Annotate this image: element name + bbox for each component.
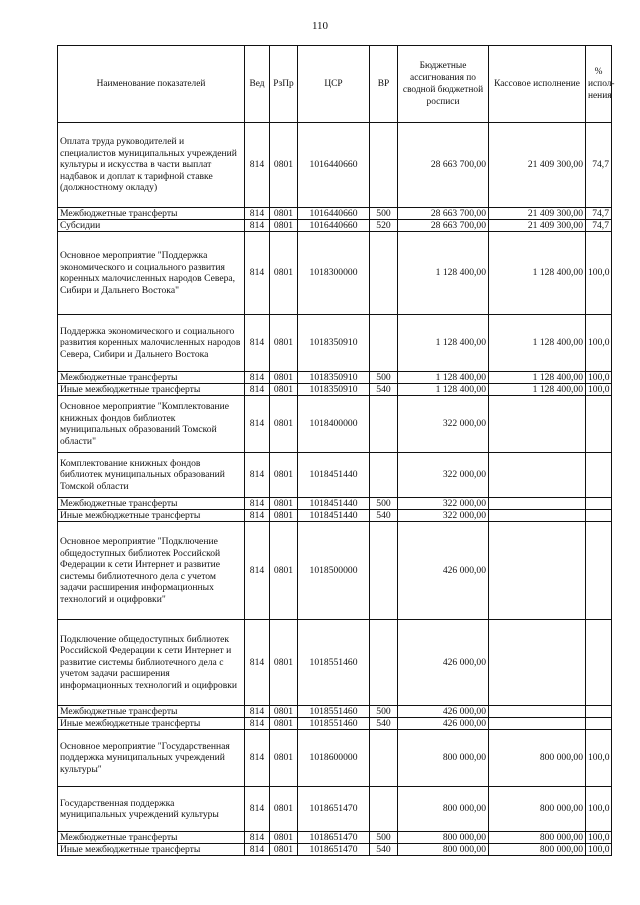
cell-name: Иные межбюджетные трансферты <box>58 384 245 396</box>
cell-ved: 814 <box>245 232 270 315</box>
cell-vr <box>370 787 398 832</box>
cell-rzpr: 0801 <box>270 453 298 498</box>
table-row <box>58 498 612 510</box>
cell-pct: 100,0 <box>586 787 612 832</box>
cell-csr: 1018400000 <box>298 396 370 453</box>
cell-cash <box>489 522 586 620</box>
cell-cash: 800 000,00 <box>489 787 586 832</box>
table-row <box>58 706 612 718</box>
cell-ved: 814 <box>245 844 270 856</box>
cell-assign: 800 000,00 <box>398 730 489 787</box>
cell-cash: 1 128 400,00 <box>489 372 586 384</box>
cell-ved: 814 <box>245 208 270 220</box>
cell-vr: 500 <box>370 832 398 844</box>
cell-vr: 500 <box>370 372 398 384</box>
cell-assign: 1 128 400,00 <box>398 384 489 396</box>
cell-cash <box>489 620 586 706</box>
cell-csr: 1018600000 <box>298 730 370 787</box>
table-row <box>58 730 612 787</box>
table-row <box>58 522 612 620</box>
cell-cash: 1 128 400,00 <box>489 384 586 396</box>
cell-csr: 1018451440 <box>298 498 370 510</box>
cell-rzpr: 0801 <box>270 718 298 730</box>
cell-name: Основное мероприятие "Поддержка экономического и социального развития коренных малочисленных народов Севера, Сибири и Дальнего Востока" <box>58 232 245 315</box>
cell-ved: 814 <box>245 396 270 453</box>
table-row <box>58 844 612 856</box>
table-row <box>58 208 612 220</box>
cell-name: Государственная поддержка муниципальных учреждений культуры <box>58 787 245 832</box>
cell-vr <box>370 620 398 706</box>
cell-cash: 800 000,00 <box>489 832 586 844</box>
cell-pct: 74,7 <box>586 208 612 220</box>
cell-vr: 500 <box>370 706 398 718</box>
cell-cash <box>489 706 586 718</box>
page-number: 110 <box>311 20 329 32</box>
cell-assign: 426 000,00 <box>398 718 489 730</box>
cell-cash: 21 409 300,00 <box>489 123 586 208</box>
cell-pct: 100,0 <box>586 730 612 787</box>
cell-ved: 814 <box>245 522 270 620</box>
cell-pct <box>586 453 612 498</box>
cell-vr: 500 <box>370 208 398 220</box>
col-header-csr: ЦСР <box>298 46 370 123</box>
cell-cash: 800 000,00 <box>489 844 586 856</box>
cell-ved: 814 <box>245 220 270 232</box>
cell-cash: 21 409 300,00 <box>489 208 586 220</box>
table-row <box>58 232 612 315</box>
cell-ved: 814 <box>245 498 270 510</box>
cell-assign: 322 000,00 <box>398 453 489 498</box>
cell-assign: 28 663 700,00 <box>398 208 489 220</box>
col-header-rzpr: РзПр <box>270 46 298 123</box>
cell-vr: 540 <box>370 384 398 396</box>
cell-vr <box>370 232 398 315</box>
cell-rzpr: 0801 <box>270 522 298 620</box>
header-row <box>58 46 612 123</box>
cell-assign: 800 000,00 <box>398 844 489 856</box>
cell-name: Межбюджетные трансферты <box>58 706 245 718</box>
cell-ved: 814 <box>245 730 270 787</box>
cell-rzpr: 0801 <box>270 396 298 453</box>
cell-ved: 814 <box>245 123 270 208</box>
cell-csr: 1018551460 <box>298 706 370 718</box>
cell-ved: 814 <box>245 787 270 832</box>
cell-name: Подключение общедоступных библиотек Российской Федерации к сети Интернет и развитие системы библиотечного дела с учетом задачи расширения информационных технологий и оцифровки <box>58 620 245 706</box>
cell-vr <box>370 396 398 453</box>
cell-pct <box>586 718 612 730</box>
table-row <box>58 718 612 730</box>
cell-name: Межбюджетные трансферты <box>58 498 245 510</box>
cell-rzpr: 0801 <box>270 315 298 372</box>
cell-vr <box>370 522 398 620</box>
cell-vr <box>370 453 398 498</box>
cell-csr: 1018651470 <box>298 832 370 844</box>
cell-name: Межбюджетные трансферты <box>58 208 245 220</box>
cell-ved: 814 <box>245 372 270 384</box>
cell-pct: 74,7 <box>586 220 612 232</box>
cell-pct: 100,0 <box>586 384 612 396</box>
cell-rzpr: 0801 <box>270 498 298 510</box>
cell-pct: 100,0 <box>586 844 612 856</box>
cell-pct <box>586 396 612 453</box>
cell-pct <box>586 620 612 706</box>
table-row <box>58 372 612 384</box>
cell-assign: 426 000,00 <box>398 620 489 706</box>
cell-csr: 1018350910 <box>298 315 370 372</box>
cell-assign: 426 000,00 <box>398 522 489 620</box>
table-row <box>58 315 612 372</box>
cell-rzpr: 0801 <box>270 844 298 856</box>
cell-rzpr: 0801 <box>270 832 298 844</box>
table-row <box>58 123 612 208</box>
cell-csr: 1018300000 <box>298 232 370 315</box>
cell-rzpr: 0801 <box>270 510 298 522</box>
cell-name: Межбюджетные трансферты <box>58 372 245 384</box>
table-row <box>58 510 612 522</box>
cell-cash: 21 409 300,00 <box>489 220 586 232</box>
cell-csr: 1018551460 <box>298 718 370 730</box>
cell-name: Основное мероприятие "Подключение общедоступных библиотек Российской Федерации к сети Интернет и развитие системы библиотечного дела с учетом задачи расширения информационных технологий и оцифровки" <box>58 522 245 620</box>
cell-vr: 540 <box>370 844 398 856</box>
cell-cash: 1 128 400,00 <box>489 232 586 315</box>
cell-vr: 500 <box>370 498 398 510</box>
cell-ved: 814 <box>245 384 270 396</box>
cell-vr <box>370 315 398 372</box>
cell-rzpr: 0801 <box>270 706 298 718</box>
cell-pct <box>586 498 612 510</box>
col-header-cash: Кассовое исполнение <box>489 46 586 123</box>
cell-vr <box>370 730 398 787</box>
col-header-name: Наименование показателей <box>58 46 245 123</box>
cell-assign: 322 000,00 <box>398 498 489 510</box>
budget-table <box>57 45 615 856</box>
cell-name: Комплектование книжных фондов библиотек муниципальных образований Томской области <box>58 453 245 498</box>
cell-ved: 814 <box>245 453 270 498</box>
cell-cash: 1 128 400,00 <box>489 315 586 372</box>
cell-ved: 814 <box>245 832 270 844</box>
table-row <box>58 453 612 498</box>
cell-assign: 322 000,00 <box>398 396 489 453</box>
col-header-vr: ВР <box>370 46 398 123</box>
cell-assign: 800 000,00 <box>398 787 489 832</box>
cell-rzpr: 0801 <box>270 372 298 384</box>
table-row <box>58 220 612 232</box>
cell-csr: 1018651470 <box>298 844 370 856</box>
table-row <box>58 832 612 844</box>
cell-csr: 1018350910 <box>298 372 370 384</box>
cell-pct <box>586 706 612 718</box>
cell-rzpr: 0801 <box>270 220 298 232</box>
table-row <box>58 620 612 706</box>
cell-cash <box>489 718 586 730</box>
cell-assign: 426 000,00 <box>398 706 489 718</box>
cell-csr: 1016440660 <box>298 208 370 220</box>
cell-rzpr: 0801 <box>270 620 298 706</box>
cell-cash: 800 000,00 <box>489 730 586 787</box>
cell-pct: 100,0 <box>586 832 612 844</box>
cell-csr: 1018551460 <box>298 620 370 706</box>
col-header-pct: % испол-нения <box>586 46 612 123</box>
cell-pct: 100,0 <box>586 232 612 315</box>
cell-vr: 540 <box>370 510 398 522</box>
table-row <box>58 396 612 453</box>
cell-cash <box>489 453 586 498</box>
cell-vr: 520 <box>370 220 398 232</box>
cell-assign: 1 128 400,00 <box>398 315 489 372</box>
col-header-assign: Бюджетные ассигнования по сводной бюджетной росписи <box>398 46 489 123</box>
cell-rzpr: 0801 <box>270 787 298 832</box>
cell-vr <box>370 123 398 208</box>
cell-rzpr: 0801 <box>270 384 298 396</box>
cell-csr: 1016440660 <box>298 123 370 208</box>
cell-assign: 1 128 400,00 <box>398 372 489 384</box>
cell-pct <box>586 522 612 620</box>
cell-rzpr: 0801 <box>270 730 298 787</box>
cell-ved: 814 <box>245 718 270 730</box>
cell-csr: 1018651470 <box>298 787 370 832</box>
cell-csr: 1018350910 <box>298 384 370 396</box>
cell-assign: 800 000,00 <box>398 832 489 844</box>
cell-pct: 100,0 <box>586 315 612 372</box>
cell-name: Основное мероприятие "Государственная поддержка муниципальных учреждений культуры" <box>58 730 245 787</box>
cell-cash <box>489 510 586 522</box>
cell-rzpr: 0801 <box>270 123 298 208</box>
cell-rzpr: 0801 <box>270 208 298 220</box>
cell-rzpr: 0801 <box>270 232 298 315</box>
cell-ved: 814 <box>245 510 270 522</box>
cell-cash <box>489 396 586 453</box>
col-header-ved: Вед <box>245 46 270 123</box>
cell-name: Поддержка экономического и социального развития коренных малочисленных народов Севера, Сибири и Дальнего Востока <box>58 315 245 372</box>
table-row <box>58 384 612 396</box>
cell-name: Оплата труда руководителей и специалистов муниципальных учреждений культуры и искусства в части выплат надбавок и доплат к тарифной ставке (должностному окладу) <box>58 123 245 208</box>
cell-pct: 74,7 <box>586 123 612 208</box>
cell-csr: 1018451440 <box>298 453 370 498</box>
cell-csr: 1016440660 <box>298 220 370 232</box>
cell-name: Основное мероприятие "Комплектование книжных фондов библиотек муниципальных образований Томской области" <box>58 396 245 453</box>
cell-ved: 814 <box>245 706 270 718</box>
cell-name: Иные межбюджетные трансферты <box>58 718 245 730</box>
cell-assign: 1 128 400,00 <box>398 232 489 315</box>
cell-name: Субсидии <box>58 220 245 232</box>
cell-name: Иные межбюджетные трансферты <box>58 510 245 522</box>
cell-name: Иные межбюджетные трансферты <box>58 844 245 856</box>
cell-ved: 814 <box>245 620 270 706</box>
cell-csr: 1018451440 <box>298 510 370 522</box>
cell-vr: 540 <box>370 718 398 730</box>
table-row <box>58 787 612 832</box>
cell-assign: 28 663 700,00 <box>398 123 489 208</box>
cell-ved: 814 <box>245 315 270 372</box>
cell-assign: 322 000,00 <box>398 510 489 522</box>
cell-pct <box>586 510 612 522</box>
cell-assign: 28 663 700,00 <box>398 220 489 232</box>
cell-pct: 100,0 <box>586 372 612 384</box>
cell-cash <box>489 498 586 510</box>
cell-csr: 1018500000 <box>298 522 370 620</box>
cell-name: Межбюджетные трансферты <box>58 832 245 844</box>
